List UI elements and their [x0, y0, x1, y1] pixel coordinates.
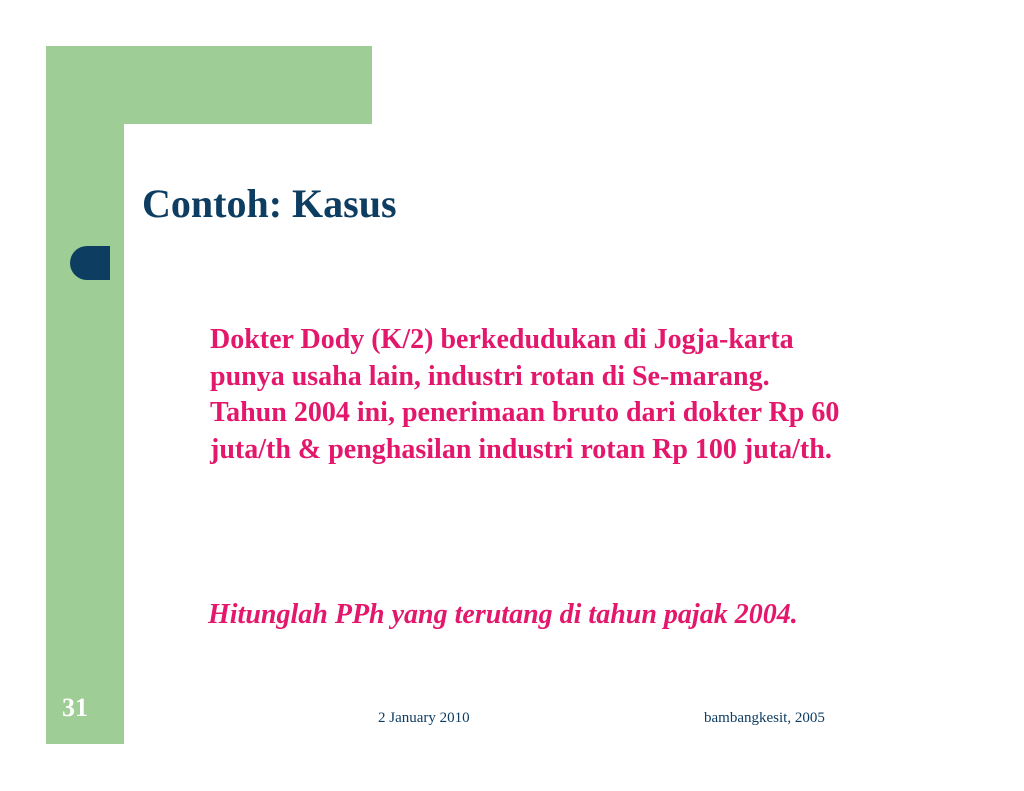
footer-author: bambangkesit, 2005 — [704, 710, 825, 726]
title-bullet-shape — [70, 246, 110, 280]
slide-title: Contoh: Kasus — [142, 181, 397, 226]
slide-number: 31 — [62, 693, 88, 722]
left-accent-bar — [46, 46, 124, 744]
case-description: Dokter Dody (K/2) berkedudukan di Jogja-karta punya usaha lain, industri rotan di Se-marang. Tahun 2004 ini, penerimaan bruto dari dokter Rp 60 juta/th & penghasilan industri rotan Rp 100 juta/th. — [210, 324, 840, 465]
top-accent-bar — [46, 46, 372, 124]
footer-date: 2 January 2010 — [378, 710, 470, 726]
case-question: Hitunglah PPh yang terutang di tahun pajak 2004. — [208, 599, 798, 630]
